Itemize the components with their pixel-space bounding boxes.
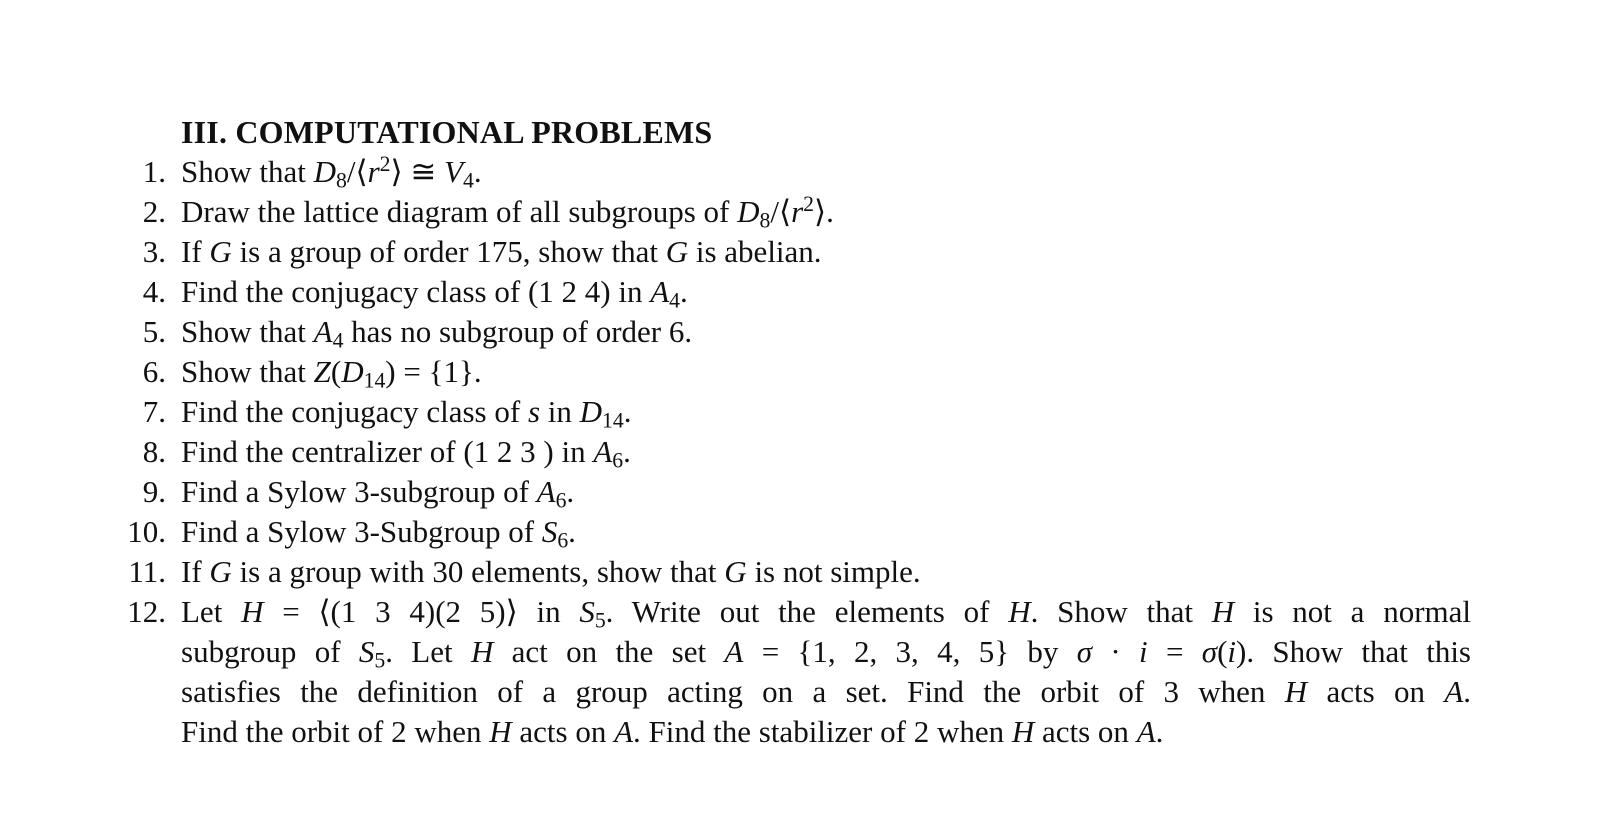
problem-item — [0, 472, 1601, 512]
problem-text: Draw the lattice diagram of all subgroups of $D_8/⟨r^2⟩$. — [181, 192, 834, 233]
problem-number: 8. — [142, 434, 166, 469]
problem-number: 3. — [142, 234, 166, 269]
problem-number: 12. — [127, 594, 166, 629]
problem-item — [0, 432, 1601, 472]
problem-text: Find the conjugacy class of s in $D_{14}$. — [181, 394, 632, 433]
problem-item — [0, 512, 1601, 552]
problem-item — [0, 312, 1601, 352]
problem-item — [0, 152, 1601, 192]
problem-item — [0, 592, 1601, 752]
problem-text: If G is a group of order 175, show that G is abelian. — [181, 234, 822, 269]
problem-number: 1. — [142, 154, 166, 189]
problem-text: Find a Sylow 3-subgroup of $A_6$. — [181, 474, 575, 513]
problem-item — [0, 192, 1601, 232]
problem-number: 10. — [127, 514, 166, 549]
problem-number: 9. — [142, 474, 166, 509]
problem-number: 7. — [142, 394, 166, 429]
problem-number: 5. — [142, 314, 166, 349]
problem-number: 11. — [128, 554, 166, 589]
problem-item — [0, 272, 1601, 312]
problem-number: 4. — [142, 274, 166, 309]
problem-number: 2. — [142, 194, 166, 229]
problem-text: Find the conjugacy class of (1 2 4) in $A_4$. — [181, 274, 688, 313]
problem-item — [0, 232, 1601, 272]
problem-text: Show that $D_8/⟨r^2⟩$ ≅ $V_4$. — [181, 152, 482, 193]
problem-text: Show that $A_4$ has no subgroup of order 6. — [181, 314, 693, 353]
problem-text: If G is a group with 30 elements, show that G is not simple. — [181, 554, 921, 589]
problem-text: Find the centralizer of (1 2 3 ) in $A_6$. — [181, 434, 631, 473]
problem-number: 6. — [142, 354, 166, 389]
problem-item — [0, 352, 1601, 392]
section-title: III. COMPUTATIONAL PROBLEMS — [181, 114, 713, 150]
problem-item — [0, 392, 1601, 432]
problem-list — [0, 152, 1601, 752]
problem-text: Let H = ⟨(1 3 4)(2 5)⟩ in $S_5$. Write out the elements of H. Show that H is not a normal subgroup of $S_5$. Let H act on the set A = {1, 2, 3, 4, 5} by σ · i = σ(i). Show that this satisfies the definition of a group acting on a set. Find the orbit of 3 when H acts on A. Find the orbit of 2 when H acts on A. Find the stabilizer of 2 when H acts on A. — [181, 594, 1471, 749]
problem-text: Show that $Z(D_{14}) = \{1\}$. — [181, 354, 482, 393]
problem-item — [0, 552, 1601, 592]
problem-text: Find a Sylow 3-Subgroup of $S_6$. — [181, 514, 576, 553]
